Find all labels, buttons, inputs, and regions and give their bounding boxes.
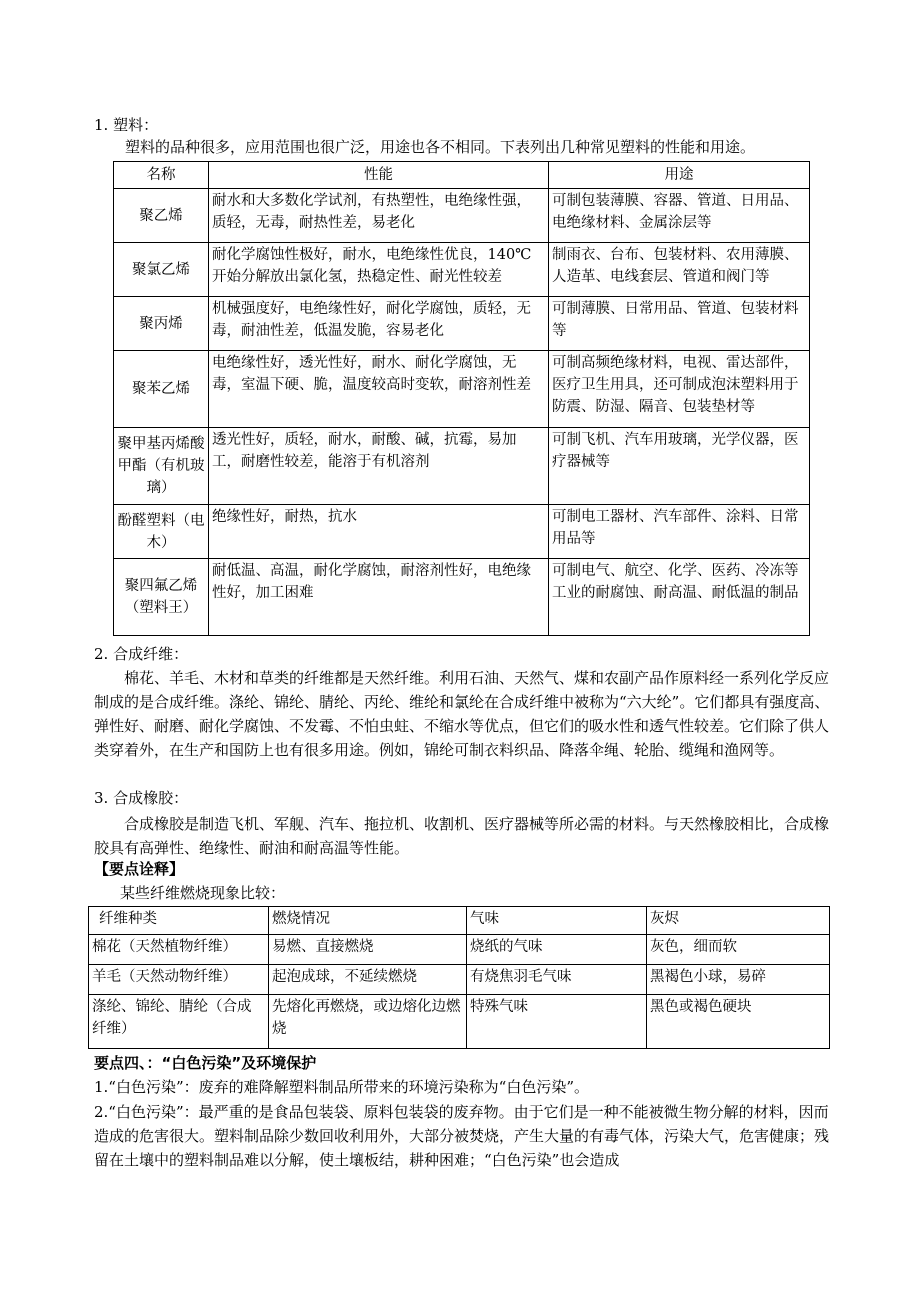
plastic-use: 可制包装薄膜、容器、管道、日用品、电绝缘材料、金属涂层等 <box>549 189 810 243</box>
smell: 特殊气味 <box>467 995 647 1049</box>
plastic-property: 电绝缘性好，透光性好，耐水、耐化学腐蚀，无毒，室温下硬、脆，温度较高时变软，耐溶剂性差 <box>209 351 549 428</box>
white-pollution-paragraph: 2.“白色污染”：最严重的是食品包装袋、原料包装袋的废弃物。由于它们是一种不能被微生物分解的材料，因而造成的危害很大。塑料制品除少数回收利用外，大部分被焚烧，产生大量的有毒气体，污染大气，危害健康；残留在土壤中的塑料制品难以分解，使土壤板结，耕种困难；“白色污染”也会造成 <box>94 1103 830 1169</box>
plastic-property: 绝缘性好，耐热，抗水 <box>209 505 549 559</box>
burning-state: 起泡成球，不延续燃烧 <box>269 965 467 995</box>
table-row <box>114 243 810 297</box>
burning-state: 先熔化再燃烧，或边熔化边燃烧 <box>269 995 467 1049</box>
col-header-ash: 灰烬 <box>647 907 830 935</box>
ash: 黑色或褐色硬块 <box>647 995 830 1049</box>
plastic-use: 制雨衣、台布、包装材料、农用薄膜、人造革、电线套层、管道和阀门等 <box>549 243 810 297</box>
table-row <box>114 559 810 636</box>
plastic-name: 聚甲基丙烯酸甲酯（有机玻璃） <box>114 428 209 505</box>
plastics-heading: 1. 塑料： <box>94 116 159 134</box>
col-header-name: 名称 <box>114 162 209 189</box>
fiber-heading: 2. 合成纤维： <box>94 645 189 663</box>
plastic-use: 可制薄膜、日常用品、管道、包装材料等 <box>549 297 810 351</box>
col-header-fiber: 纤维种类 <box>89 907 269 935</box>
table-row <box>89 965 830 995</box>
rubber-paragraph: 合成橡胶是制造飞机、军舰、汽车、拖拉机、收割机、医疗器械等所必需的材料。与天然橡胶相比，合成橡胶具有高弹性、绝缘性、耐油和耐高温等性能。 <box>94 815 830 857</box>
smell: 有烧焦羽毛气味 <box>467 965 647 995</box>
plastic-property: 耐化学腐蚀性极好，耐水，电绝缘性优良，140℃开始分解放出氯化氢，热稳定性、耐光性较差 <box>209 243 549 297</box>
plastic-property: 耐水和大多数化学试剂，有热塑性，电绝缘性强，质轻，无毒，耐热性差，易老化 <box>209 189 549 243</box>
col-header-smell: 气味 <box>467 907 647 935</box>
fiber-paragraph: 棉花、羊毛、木材和草类的纤维都是天然纤维。利用石油、天然气、煤和农副产品作原料经一系列化学反应制成的是合成纤维。涤纶、锦纶、腈纶、丙纶、维纶和氯纶在合成纤维中被称为“六大纶”。它们都具有强度高、弹性好、耐磨、耐化学腐蚀、不发霉、不怕虫蛀、不缩水等优点，但它们的吸水性和透气性较差。它们除了供人类穿着外，在生产和国防上也有很多用途。例如，锦纶可制衣料织品、降落伞绳、轮胎、缆绳和渔网等。 <box>94 669 830 759</box>
table-row <box>114 505 810 559</box>
plastic-property: 透光性好，质轻，耐水，耐酸、碱，抗霉，易加工，耐磨性较差，能溶于有机溶剂 <box>209 428 549 505</box>
white-pollution-definition: 1.“白色污染”：废弃的难降解塑料制品所带来的环境污染称为“白色污染”。 <box>94 1078 589 1096</box>
burning-state: 易燃、直接燃烧 <box>269 935 467 965</box>
col-header-property: 性能 <box>209 162 549 189</box>
plastics-intro: 塑料的品种很多，应用范围也很广泛，用途也各不相同。下表列出几种常见塑料的性能和用途。 <box>125 138 756 156</box>
section-four-heading: 要点四、：“白色污染”及环境保护 <box>94 1054 317 1072</box>
plastic-name: 聚氯乙烯 <box>114 243 209 297</box>
plastic-property: 机械强度好，电绝缘性好，耐化学腐蚀，质轻，无毒，耐油性差，低温发脆，容易老化 <box>209 297 549 351</box>
table-row <box>114 189 810 243</box>
plastic-property: 耐低温、高温，耐化学腐蚀，耐溶剂性好，电绝缘性好，加工困难 <box>209 559 549 636</box>
plastic-use: 可制高频绝缘材料，电视、雷达部件，医疗卫生用具，还可制成泡沫塑料用于防震、防湿、隔音、包装垫材等 <box>549 351 810 428</box>
fiber-type: 羊毛（天然动物纤维） <box>89 965 269 995</box>
plastic-use: 可制电气、航空、化学、医药、冷冻等工业的耐腐蚀、耐高温、耐低温的制品 <box>549 559 810 636</box>
plastics-table <box>113 161 810 636</box>
plastic-use: 可制飞机、汽车用玻璃，光学仪器，医疗器械等 <box>549 428 810 505</box>
fiber-comparison-intro: 某些纤维燃烧现象比较： <box>120 884 286 902</box>
rubber-heading: 3. 合成橡胶： <box>94 789 189 807</box>
table-row <box>89 935 830 965</box>
plastic-use: 可制电工器材、汽车部件、涂料、日常用品等 <box>549 505 810 559</box>
col-header-burning: 燃烧情况 <box>269 907 467 935</box>
fiber-type: 涤纶、锦纶、腈纶（合成纤维） <box>89 995 269 1049</box>
plastic-name: 聚乙烯 <box>114 189 209 243</box>
table-row <box>114 297 810 351</box>
plastic-name: 聚丙烯 <box>114 297 209 351</box>
ash: 灰色，细而软 <box>647 935 830 965</box>
fiber-burning-table <box>88 906 830 1049</box>
table-row <box>114 428 810 505</box>
ash: 黑褐色小球，易碎 <box>647 965 830 995</box>
plastic-name: 聚四氟乙烯（塑料王） <box>114 559 209 636</box>
plastic-name: 酚醛塑料（电木） <box>114 505 209 559</box>
table-row <box>114 351 810 428</box>
plastic-name: 聚苯乙烯 <box>114 351 209 428</box>
col-header-use: 用途 <box>549 162 810 189</box>
explanation-heading: 【要点诠释】 <box>94 860 185 878</box>
smell: 烧纸的气味 <box>467 935 647 965</box>
table-row <box>89 995 830 1049</box>
fiber-type: 棉花（天然植物纤维） <box>89 935 269 965</box>
